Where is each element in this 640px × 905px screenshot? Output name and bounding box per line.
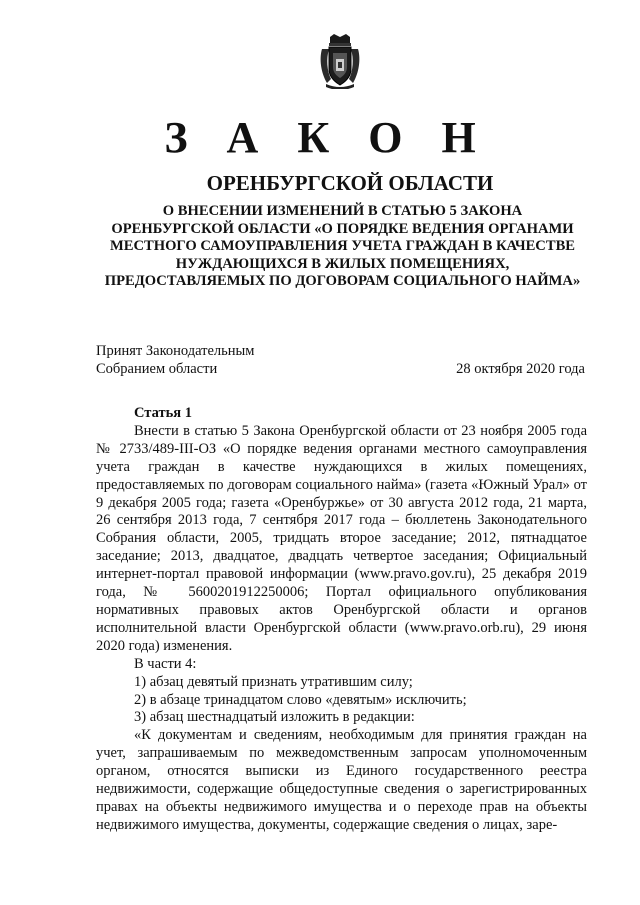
article-1 [96,405,587,835]
article-paragraph: 1) абзац девятый признать утратившим силу; [134,673,413,690]
adoption-date: 28 октября 2020 года [456,361,585,377]
article-paragraph: 2) в абзаце тринадцатом слово «девятым» исключить; [134,691,467,708]
subject-line: О ВНЕСЕНИИ ИЗМЕНЕНИЙ В СТАТЬЮ 5 ЗАКОНА [162,203,523,219]
subject-line: ОРЕНБУРГСКОЙ ОБЛАСТИ «О ПОРЯДКЕ ВЕДЕНИЯ ОРГАНАМИ [111,220,574,237]
article-paragraph: Внести в статью 5 Закона Оренбургской области от 23 ноября 2005 года № 2733/489-III-ОЗ «О порядке ведения органами местного самоуправления учета граждан в качестве нуждающихся в жилых помещениях, предоставляемых по договорам социального найма» (газета «Южный Урал» от 9 декабря 2005 года; газета «Оренбуржье» от 30 августа 2012 года, 21 марта, 26 сентября 2013 года, 7 сентября 2017 года – бюллетень Законодательного Собрания области, 2005, тридцать второе заседание; 2012, пятнадцатое заседание; 2013, двадцатое, двадцать четвертое заседания; Официальный интернет-портал правовой информации (www.pravo.gov.ru), 25 декабря 2019 года, № 5600201912250006; Портал официального опубликования нормативных правовых актов Оренбургской области и органов исполнительной власти Оренбургской области (www.pravo.orb.ru), 29 июня 2020 года) изменения. [96,422,587,654]
article-paragraph: «К документам и сведениям, необходимым для принятия граждан на учет, запрашиваемым по межведомственным запросам уполномоченным органом, относятся выписки из Единого государственного реестра недвижимости, содержащие общедоступные сведения о зарегистрированных правах на объекты недвижимого имущества и о переходе прав на объекты недвижимого имущества, документы, содержащие сведения о лицах, заре- [96,727,587,833]
law-subject [80,203,605,291]
subject-line: НУЖДАЮЩИХСЯ В ЖИЛЫХ ПОМЕЩЕНИЯХ, [175,255,510,272]
subject-line: ПРЕДОСТАВЛЯЕМЫХ ПО ДОГОВОРАМ СОЦИАЛЬНОГО НАЙМА» [104,273,581,289]
subject-line: МЕСТНОГО САМОУПРАВЛЕНИЯ УЧЕТА ГРАЖДАН В КАЧЕСТВЕ [109,238,576,254]
article-heading: Статья 1 [134,405,192,421]
law-title: З А К О Н [164,113,490,162]
article-paragraph: В части 4: [134,655,197,672]
region-name: ОРЕНБУРГСКОЙ ОБЛАСТИ [206,171,494,195]
coat-of-arms-icon [319,33,361,89]
adoption-line: Принят Законодательным [96,343,255,359]
article-paragraph: 3) абзац шестнадцатый изложить в редакции: [134,709,415,726]
adoption-line: Собранием области [96,361,218,377]
adoption-body [96,342,254,378]
